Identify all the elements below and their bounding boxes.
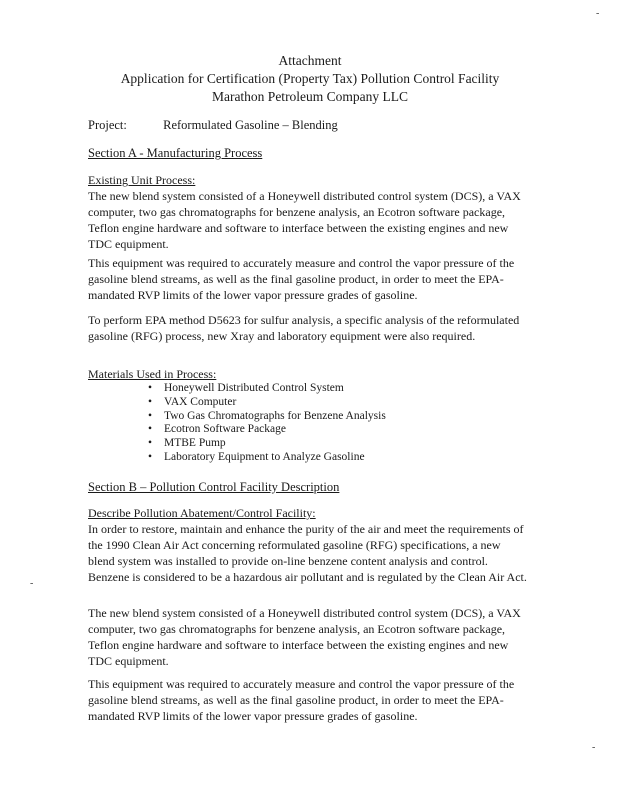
project-value: Reformulated Gasoline – Blending xyxy=(163,118,338,132)
section-b-heading: Section B – Pollution Control Facility Description xyxy=(88,480,340,494)
section-a-paragraph-2: This equipment was required to accurately measure and control the vapor pressure of the gasoline blend streams, as well as the final gasoline product, in order to meet the EPA-mandated RVP limits of the lower vapor pressure grades of gasoline. xyxy=(88,256,515,302)
list-item: • VAX Computer xyxy=(148,396,386,410)
existing-unit-process-title: Existing Unit Process: xyxy=(88,173,196,187)
list-item: • Laboratory Equipment to Analyze Gasoline xyxy=(148,451,386,465)
scan-mark: - xyxy=(592,742,596,753)
describe-facility-title: Describe Pollution Abatement/Control Facility: xyxy=(88,506,316,520)
application-title: Application for Certification (Property Tax) Pollution Control Facility xyxy=(120,71,500,86)
list-item: • MTBE Pump xyxy=(148,437,386,451)
section-a-paragraph-1: The new blend system consisted of a Honeywell distributed control system (DCS), a VAX computer, two gas chromatographs for benzene analysis, an Ecotron software package, Teflon engine hardware and software to interface between the existing engines and new TDC equipment. xyxy=(88,189,521,251)
section-a-heading: Section A - Manufacturing Process xyxy=(88,146,263,160)
section-b-paragraph-1: In order to restore, maintain and enhance the purity of the air and meet the requirements of the 1990 Clean Air Act concerning reformulated gasoline (RFG) specifications, a new blend system was installed to provide on-line benzene content analysis and control. Benzene is considered to be a hazardous air pollutant and is regulated by the Clean Air Act. xyxy=(88,522,527,584)
materials-title: Materials Used in Process: xyxy=(88,367,217,381)
section-a-paragraph-3: To perform EPA method D5623 for sulfur analysis, a specific analysis of the reformulated gasoline (RFG) process, new Xray and laboratory equipment were also required. xyxy=(88,313,520,343)
project-label: Project: xyxy=(88,118,127,132)
section-b-paragraph-3: This equipment was required to accurately measure and control the vapor pressure of the gasoline blend streams, as well as the final gasoline product, in order to meet the EPA-mandated RVP limits of the lower vapor pressure grades of gasoline. xyxy=(88,677,515,723)
section-b-paragraph-2: The new blend system consisted of a Honeywell distributed control system (DCS), a VAX computer, two gas chromatographs for benzene analysis, an Ecotron software package, Teflon engine hardware and software to interface between the existing engines and new TDC equipment. xyxy=(88,606,521,668)
attachment-title: Attachment xyxy=(278,53,342,68)
pollution-facility-description xyxy=(88,505,530,585)
scan-mark: - xyxy=(596,8,600,19)
list-item: • Ecotron Software Package xyxy=(148,423,386,437)
list-item: • Two Gas Chromatographs for Benzene Analysis xyxy=(148,410,386,424)
list-item: • Honeywell Distributed Control System xyxy=(148,382,386,396)
materials-list xyxy=(148,382,386,465)
existing-unit-process xyxy=(88,172,530,252)
scan-mark: - xyxy=(30,578,34,589)
company-name: Marathon Petroleum Company LLC xyxy=(211,89,409,104)
project-line xyxy=(88,118,338,133)
